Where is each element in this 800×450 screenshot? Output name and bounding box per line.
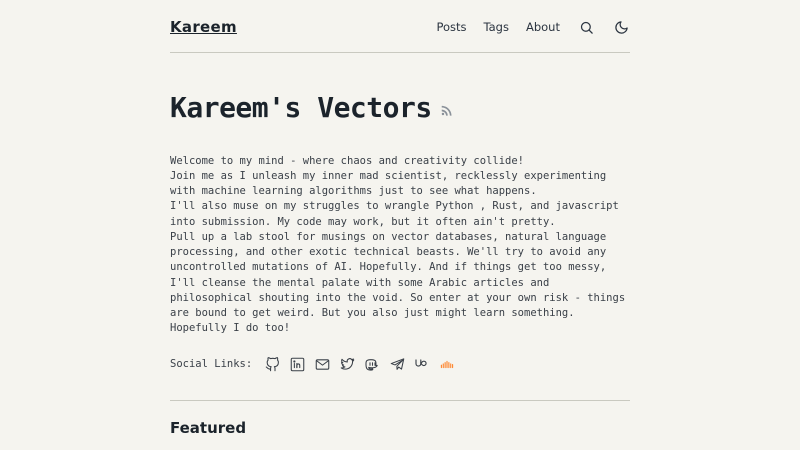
- social-links-label: Social Links:: [170, 358, 253, 371]
- rss-icon[interactable]: [440, 104, 453, 117]
- main-nav: [436, 18, 630, 36]
- main-content: [170, 93, 630, 372]
- featured-heading: Featured: [170, 419, 247, 438]
- section-divider: [170, 400, 630, 401]
- intro-line: Hopefully I do too!: [170, 322, 291, 335]
- site-brand[interactable]: Kareem: [170, 18, 237, 36]
- telegram-icon[interactable]: [389, 356, 405, 372]
- intro-line: processing, and other exotic technical beasts. We'll try to avoid any: [170, 246, 607, 259]
- intro-line: philosophical shouting into the void. So enter at your own risk - things: [170, 291, 626, 304]
- page-title: Kareem's Vectors: [170, 91, 432, 124]
- intro-line: Pull up a lab stool for musings on vector databases, natural language: [170, 230, 607, 243]
- intro-line: I'll also muse on my struggles to wrangle Python , Rust, and javascript: [170, 200, 619, 213]
- header-divider: [170, 52, 630, 53]
- intro-line: I'll cleanse the mental palate with some Arabic articles and: [170, 276, 550, 289]
- intro-line: with machine learning algorithms just to see what happens.: [170, 185, 537, 198]
- nav-posts[interactable]: Posts: [436, 20, 467, 34]
- twitter-icon[interactable]: [339, 356, 355, 372]
- email-icon[interactable]: [314, 356, 330, 372]
- github-icon[interactable]: [264, 356, 280, 372]
- mastodon-icon[interactable]: [364, 356, 380, 372]
- intro-text: [170, 154, 630, 337]
- page-title-row: [170, 93, 630, 124]
- nav-about[interactable]: About: [525, 20, 560, 34]
- social-links: [170, 356, 630, 372]
- site-header: [170, 18, 630, 52]
- content-container: [170, 0, 630, 52]
- intro-line: Join me as I unleash my inner mad scientist, recklessly experimenting: [170, 170, 607, 183]
- search-icon[interactable]: [577, 18, 595, 36]
- intro-line: uncontrolled mutations of AI. Hopefully. And if things get too messy,: [170, 261, 607, 274]
- intro-line: into submission. My code may work, but it often ain't pretty.: [170, 215, 556, 228]
- intro-line: are bound to get weird. But you also just might learn something.: [170, 306, 575, 319]
- upwork-icon[interactable]: [414, 356, 430, 372]
- linkedin-icon[interactable]: [289, 356, 305, 372]
- moon-icon[interactable]: [612, 18, 630, 36]
- featured-section: [170, 419, 630, 437]
- intro-line: Welcome to my mind - where chaos and creativity collide!: [170, 154, 525, 167]
- nav-tags[interactable]: Tags: [483, 20, 509, 34]
- soundcloud-icon[interactable]: [439, 356, 455, 372]
